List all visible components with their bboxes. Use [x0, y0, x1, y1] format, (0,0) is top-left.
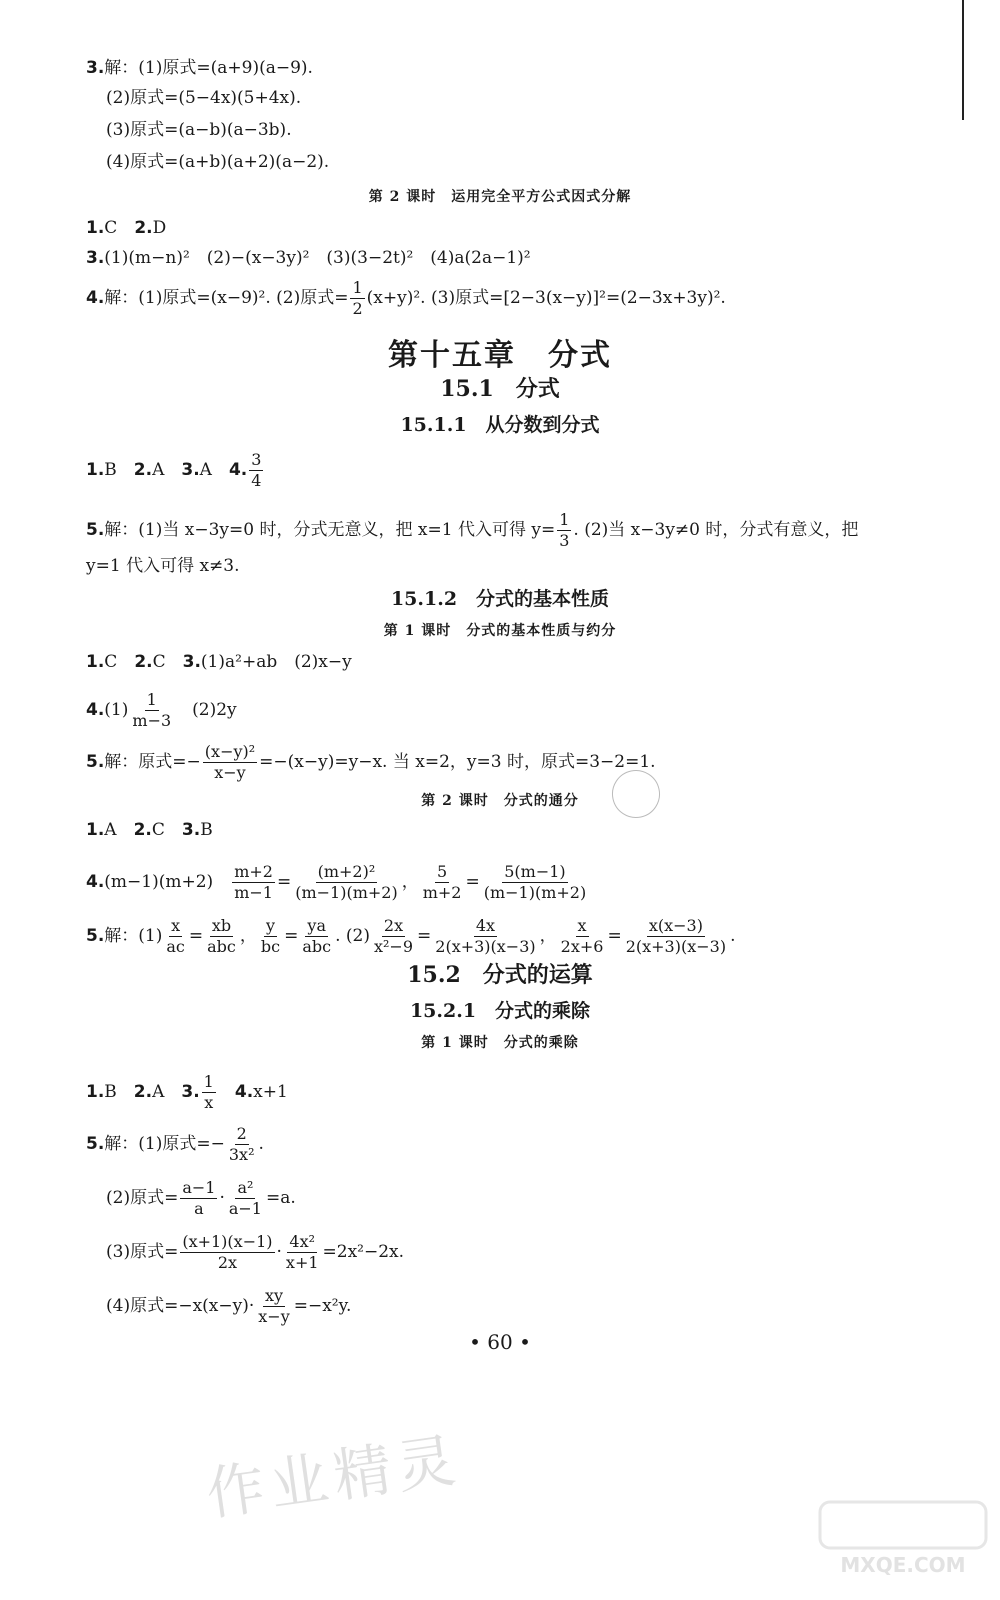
fraction: $\frac{2}{\text{3x²}}$: [228, 1124, 255, 1164]
section-title: 15.2 分式的运算: [407, 962, 593, 988]
answer-line-q1-q4: 1.B 2.A 3.A 4. $\frac{3}{4}$: [86, 450, 262, 490]
answer-line-q3: 3.(1)(m−n)² (2)−(x−3y)² (3)(3−2t)² (4)a(2a−1)²: [86, 248, 531, 268]
fraction: $\frac{(x+1)(x-1)}{2x}$: [182, 1232, 273, 1272]
fraction: $\frac{1}{x}$: [203, 1072, 214, 1112]
answer-line-q3-3: (3)原式=(a−b)(a−3b).: [106, 120, 292, 140]
fraction: $\frac{\text{a²}}{a-1}$: [228, 1178, 262, 1218]
lesson-heading: 第 1 课时 分式的乘除: [421, 1035, 579, 1051]
subsection-title: 15.1.2 分式的基本性质: [390, 588, 610, 610]
section-title: 15.1 分式: [440, 376, 560, 402]
lesson-heading: 第 2 课时 运用完全平方公式因式分解: [368, 189, 632, 205]
subsection-title: 15.2.1 分式的乘除: [409, 1000, 591, 1022]
fraction: $\frac{x(x-3)}{2(x+3)(x-3)}$: [625, 916, 727, 956]
fraction: $\frac{x}{2x+6}$: [560, 916, 604, 956]
answer-line-q4: 4.(m−1)(m+2) $\frac{m+2}{m-1}$ = $\frac{\text{(m+2)²}}{(m-1)(m+2)}$ ， $\frac{5}{m+2}$ = $\frac{5(m-1)}{(m-1)(m+2)}$: [86, 862, 587, 902]
lesson-heading: 第 2 课时 分式的通分: [421, 793, 579, 809]
fraction: $\frac{\text{(m+2)²}}{(m-1)(m+2)}$: [295, 862, 398, 902]
page-number: • 60 •: [469, 1330, 531, 1354]
answer-line-q3-4: (4)原式=(a+b)(a+2)(a−2).: [106, 152, 330, 172]
fraction: $\frac{3}{4}$: [251, 450, 262, 490]
answer-line-q5: 5.解：原式=− $\frac{\text{(x−y)²}}{x-y}$ =−(x−y)=y−x. 当 x=2，y=3 时，原式=3−2=1.: [86, 742, 656, 782]
watermark-text: 作业精灵: [202, 1425, 466, 1529]
answer-line-q5-3: (3)原式= $\frac{(x+1)(x-1)}{2x}$ · $\frac{\text{4x²}}{x+1}$ =2x²−2x.: [106, 1232, 405, 1272]
answer-line-q5: 5.解：(1) $\frac{x}{ac}$ = $\frac{xb}{\text{abc}}$ ， $\frac{y}{bc}$ = $\frac{ya}{\text{abc}}$ . (2) $\frac{2x}{\text{x²−9}}$ = $\frac{4x}{2(x+3)(x-3)}$ ， $\frac{x}{2x+6}$ = $\frac{x(x-3)}{2(x+3)(x-3)}$ .: [86, 916, 736, 956]
answer-line-q5-2: (2)原式= $\frac{a-1}{a}$ · $\frac{\text{a²}}{a-1}$ =a.: [106, 1178, 296, 1218]
fraction: $\frac{\text{(x−y)²}}{x-y}$: [204, 742, 256, 782]
subsection-title: 15.1.1 从分数到分式: [400, 414, 600, 436]
fraction: $\frac{4x}{2(x+3)(x-3)}$: [435, 916, 536, 956]
fraction: $\frac{a-1}{a}$: [182, 1178, 216, 1218]
answer-line-q1-q4: 1.B 2.A 3. $\frac{1}{x}$ 4.x+1: [86, 1072, 288, 1112]
fraction: $\frac{1}{3}$: [559, 510, 570, 550]
fraction: $\frac{\text{4x²}}{x+1}$: [285, 1232, 319, 1272]
answer-line-q5-1: 5.解：(1)原式=− $\frac{2}{\text{3x²}}$ .: [86, 1124, 264, 1164]
answer-line-q5-4: (4)原式=−x(x−y)· $\frac{xy}{x-y}$ =−x²y.: [106, 1286, 352, 1326]
fraction: $\frac{y}{bc}$: [260, 916, 281, 956]
fraction: $\frac{1}{2}$: [352, 278, 363, 318]
fraction: $\frac{xb}{\text{abc}}$: [207, 916, 236, 956]
answer-line-q1-q2: 1.C 2.D: [86, 218, 167, 238]
answer-line-q1-q3: 1.C 2.C 3.(1)a²+ab (2)x−y: [86, 652, 352, 672]
fraction: $\frac{5}{m+2}$: [422, 862, 462, 902]
fraction: $\frac{x}{ac}$: [166, 916, 185, 956]
answer-line-q4: 4.解：(1)原式=(x−9)². (2)原式= $\frac{1}{2}$ (x+y)². (3)原式=[2−3(x−y)]²=(2−3x+3y)².: [86, 278, 726, 318]
scan-edge-line: [962, 0, 964, 120]
fraction: $\frac{2x}{\text{x²−9}}$: [373, 916, 414, 956]
chapter-title: 第十五章 分式: [388, 338, 612, 373]
answer-line-q5: 5.解：(1)当 x−3y=0 时，分式无意义，把 x=1 代入可得 y= $\frac{1}{3}$ . (2)当 x−3y≠0 时，分式有意义，把: [86, 510, 859, 550]
fraction: $\frac{ya}{\text{abc}}$: [302, 916, 332, 956]
answer-line-q1-q3: 1.A 2.C 3.B: [86, 820, 213, 840]
lesson-heading: 第 1 课时 分式的基本性质与约分: [383, 623, 617, 639]
fraction: $\frac{m+2}{m-1}$: [234, 862, 273, 902]
watermark-logo-icon: [818, 1500, 988, 1580]
fraction: $\frac{5(m-1)}{(m-1)(m+2)}$: [483, 862, 587, 902]
fraction: $\frac{1}{m-3}$: [132, 690, 172, 730]
answer-line-q3-2: (2)原式=(5−4x)(5+4x).: [106, 88, 302, 108]
answer-line-q4: 4.(1) $\frac{1}{m-3}$ (2)2y: [86, 690, 237, 730]
watermark-logo-text: MXQE.COM: [840, 1553, 966, 1577]
answer-line-q3: 3.解：(1)原式=(a+9)(a−9).: [86, 58, 313, 78]
answer-line-q5-cont: y=1 代入可得 x≠3.: [86, 556, 240, 576]
fraction: $\frac{xy}{x-y}$: [258, 1286, 290, 1326]
